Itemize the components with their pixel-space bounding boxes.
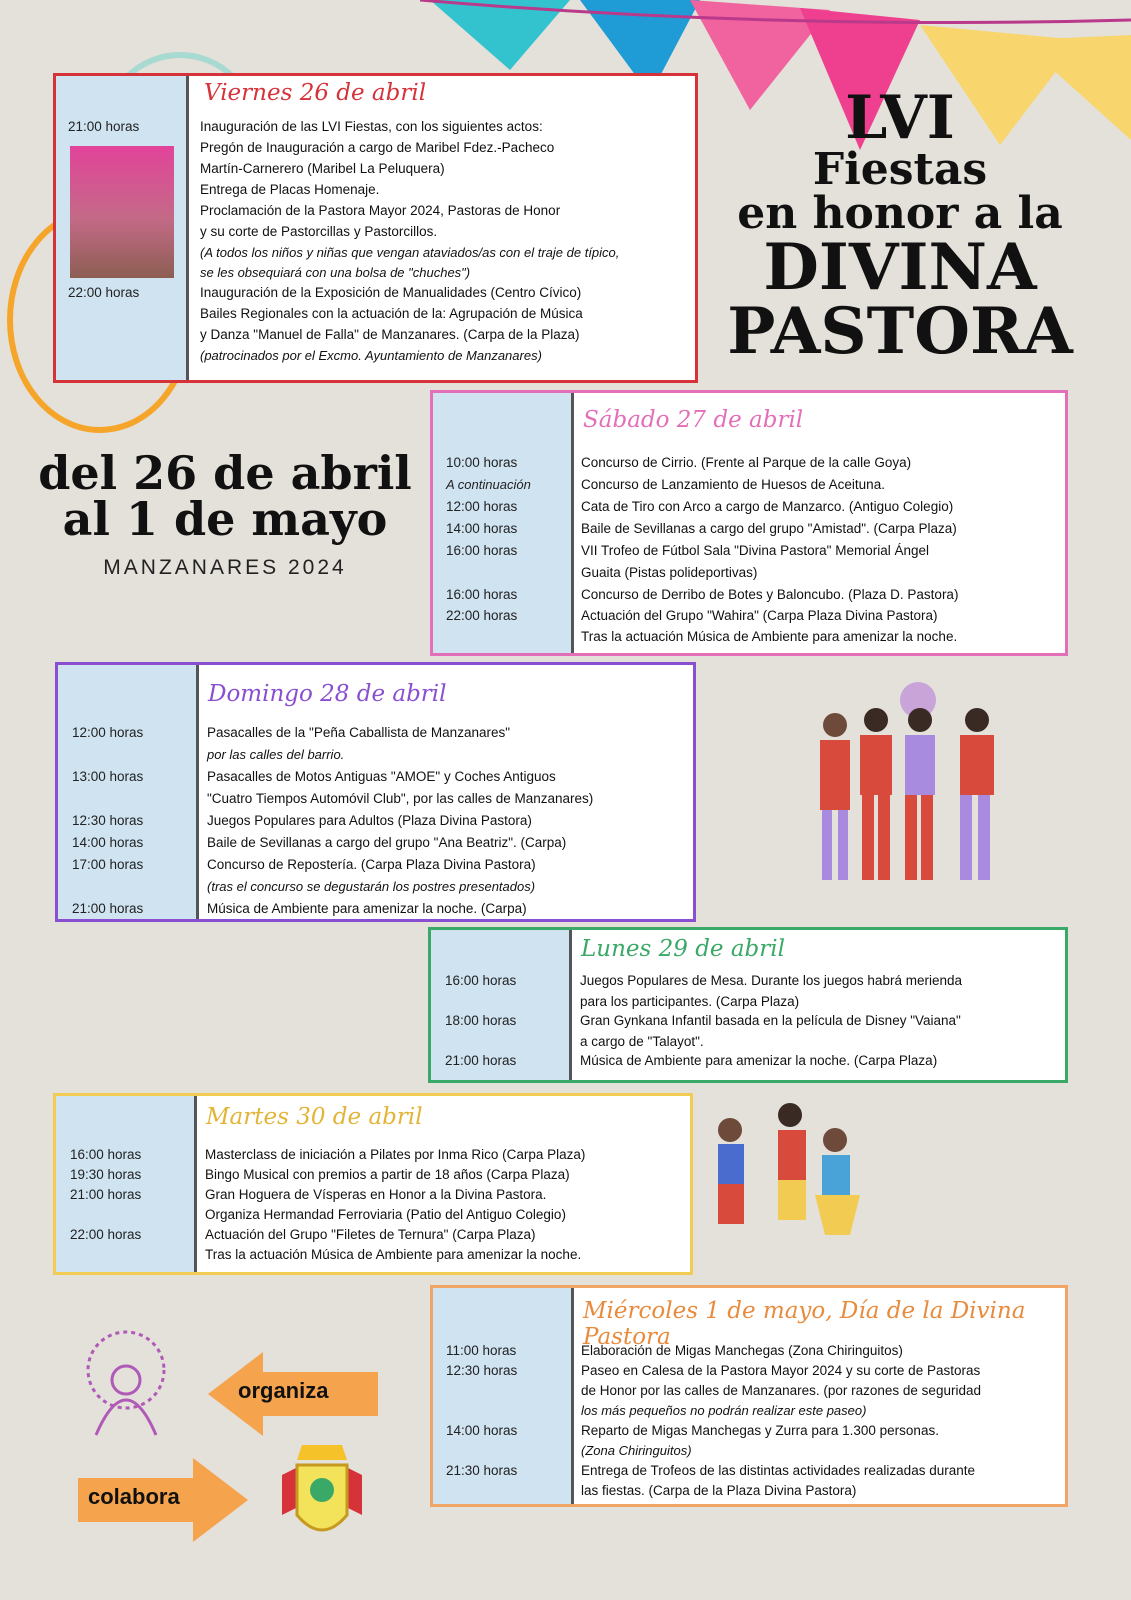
event-description: Actuación del Grupo "Filetes de Ternura" (Carpa Plaza) (205, 1227, 536, 1242)
title-divina: DIVINA (763, 230, 1037, 305)
day-heading: Sábado 27 de abril (583, 407, 804, 433)
event-description: Bailes Regionales con la actuación de la: Agrupación de Música (200, 306, 583, 321)
event-description: Pasacalles de la "Peña Caballista de Manzanares" (207, 725, 511, 740)
event-description: Proclamación de la Pastora Mayor 2024, Pastoras de Honor (200, 203, 561, 218)
event-description: (patrocinados por el Excmo. Ayuntamiento de Manzanares) (200, 348, 542, 363)
title-block (700, 83, 1100, 369)
event-description: Baile de Sevillanas a cargo del grupo "Amistad". (Carpa Plaza) (581, 521, 957, 536)
dates-block (30, 446, 420, 580)
event-description: Reparto de Migas Manchegas y Zurra para 1.300 personas. (581, 1423, 939, 1438)
event-time: 18:00 horas (445, 1013, 517, 1028)
event-description: Elaboración de Migas Manchegas (Zona Chiringuitos) (581, 1343, 903, 1358)
event-time: 21:00 horas (445, 1053, 517, 1068)
organiza-arrow (208, 1352, 378, 1436)
title-fiestas: Fiestas (812, 144, 988, 195)
event-time: 13:00 horas (72, 769, 144, 784)
event-description: Pregón de Inauguración a cargo de Maribel Fdez.-Pacheco (200, 140, 555, 155)
dates-line-1: del 26 de abril (38, 446, 412, 500)
event-time: 22:00 horas (70, 1227, 142, 1242)
event-time: 21:00 horas (70, 1187, 142, 1202)
place-label: MANZANARES 2024 (103, 556, 347, 579)
event-time: 22:00 horas (68, 285, 140, 300)
event-description: "Cuatro Tiempos Automóvil Club", por las calles de Manzanares) (207, 791, 594, 806)
event-description: (Zona Chiringuitos) (581, 1443, 692, 1458)
event-description: Entrega de Placas Homenaje. (200, 182, 380, 197)
dancers-illustration (800, 680, 1060, 910)
event-time: 11:00 horas (446, 1343, 517, 1358)
couple-dancing-illustration (700, 1100, 880, 1250)
event-description: por las calles del barrio. (207, 747, 345, 762)
event-time: 14:00 horas (446, 521, 518, 536)
event-description: Bingo Musical con premios a partir de 18 años (Carpa Plaza) (205, 1167, 570, 1182)
organiza-label: organiza (238, 1378, 329, 1403)
event-description: Concurso de Derribo de Botes y Baloncubo. (Plaza D. Pastora) (581, 587, 959, 602)
hermandad-logo (66, 1325, 186, 1445)
event-description: a cargo de "Talayot". (580, 1034, 704, 1049)
event-description: (tras el concurso se degustarán los postres presentados) (207, 879, 536, 894)
title-en-honor: en honor a la (737, 188, 1063, 239)
event-description: Juegos Populares para Adultos (Plaza Divina Pastora) (207, 813, 532, 828)
event-description: Inauguración de la Exposición de Manualidades (Centro Cívico) (200, 285, 582, 300)
event-description: Inauguración de las LVI Fiestas, con los siguientes actos: (200, 119, 543, 134)
day-heading: Viernes 26 de abril (204, 80, 427, 106)
event-description: para los participantes. (Carpa Plaza) (580, 994, 800, 1009)
event-time: 16:00 horas (446, 543, 518, 558)
event-description: Gran Hoguera de Vísperas en Honor a la Divina Pastora. (205, 1187, 547, 1202)
event-time: 17:00 horas (72, 857, 144, 872)
event-time: A continuación (446, 477, 531, 492)
event-description: Organiza Hermandad Ferroviaria (Patio del Antiguo Colegio) (205, 1207, 566, 1222)
event-description: Concurso de Lanzamiento de Huesos de Aceituna. (581, 477, 885, 492)
event-time: 21:00 horas (72, 901, 144, 916)
day-heading: Martes 30 de abril (206, 1104, 423, 1130)
event-time: 21:30 horas (446, 1463, 518, 1478)
event-description: VII Trofeo de Fútbol Sala "Divina Pastora" Memorial Ángel (581, 543, 930, 558)
event-time: 12:00 horas (446, 499, 518, 514)
event-time: 14:00 horas (446, 1423, 518, 1438)
event-time: 19:30 horas (70, 1167, 142, 1182)
event-description: Música de Ambiente para amenizar la noche. (Carpa) (207, 901, 527, 916)
event-description: de Honor por las calles de Manzanares. (por razones de seguridad (581, 1383, 981, 1398)
event-time: 16:00 horas (445, 973, 517, 988)
event-description: Martín-Carnerero (Maribel La Peluquera) (200, 161, 445, 176)
event-description: Baile de Sevillanas a cargo del grupo "Ana Beatriz". (Carpa) (207, 835, 567, 850)
event-description: se les obsequiará con una bolsa de "chuches") (200, 265, 471, 280)
dates-line-2: al 1 de mayo (62, 492, 388, 546)
event-description: Juegos Populares de Mesa. Durante los juegos habrá merienda (580, 973, 962, 988)
event-time: 10:00 horas (446, 455, 518, 470)
event-time: 12:30 horas (72, 813, 144, 828)
event-description: Guaita (Pistas polideportivas) (581, 565, 758, 580)
event-description: Pasacalles de Motos Antiguas "AMOE" y Coches Antiguos (207, 769, 556, 784)
day-heading: Lunes 29 de abril (581, 936, 785, 962)
event-description: Paseo en Calesa de la Pastora Mayor 2024 y su corte de Pastoras (581, 1363, 981, 1378)
day-heading: Domingo 28 de abril (208, 681, 447, 707)
event-description: Entrega de Trofeos de las distintas actividades realizadas durante (581, 1463, 975, 1478)
colabora-arrow (78, 1458, 248, 1542)
event-time: 22:00 horas (446, 608, 518, 623)
event-description: Tras la actuación Música de Ambiente para amenizar la noche. (581, 629, 958, 644)
event-description: y su corte de Pastorcillas y Pastorcillos. (200, 224, 438, 239)
coat-of-arms-icon (272, 1435, 372, 1555)
event-description: Música de Ambiente para amenizar la noche. (Carpa Plaza) (580, 1053, 938, 1068)
event-time: 16:00 horas (446, 587, 518, 602)
event-description: Gran Gynkana Infantil basada en la película de Disney "Vaiana" (580, 1013, 961, 1028)
event-description: y Danza "Manuel de Falla" de Manzanares. (Carpa de la Plaza) (200, 327, 580, 342)
event-description: Concurso de Cirrio. (Frente al Parque de la calle Goya) (581, 455, 912, 470)
title-lvi: LVI (845, 83, 955, 153)
event-time: 16:00 horas (70, 1147, 142, 1162)
title-pastora: PASTORA (727, 294, 1073, 369)
event-description: (A todos los niños y niñas que vengan ataviados/as con el traje de típico, (200, 245, 620, 260)
colabora-label: colabora (88, 1484, 180, 1509)
day-heading: Miércoles 1 de mayo, Día de la Divina Pastora (583, 1298, 1026, 1350)
event-description: Masterclass de iniciación a Pilates por Inma Rico (Carpa Plaza) (205, 1147, 586, 1162)
event-description: Actuación del Grupo "Wahira" (Carpa Plaza Divina Pastora) (581, 608, 938, 623)
event-description: Cata de Tiro con Arco a cargo de Manzarco. (Antiguo Colegio) (581, 499, 954, 514)
event-time: 21:00 horas (68, 119, 140, 134)
photo-portrait (70, 146, 174, 278)
event-time: 12:30 horas (446, 1363, 518, 1378)
event-time: 14:00 horas (72, 835, 144, 850)
event-description: Tras la actuación Música de Ambiente para amenizar la noche. (205, 1247, 582, 1262)
event-description: Concurso de Repostería. (Carpa Plaza Divina Pastora) (207, 857, 536, 872)
event-description: las fiestas. (Carpa de la Plaza Divina Pastora) (581, 1483, 857, 1498)
event-time: 12:00 horas (72, 725, 144, 740)
event-description: los más pequeños no podrán realizar este paseo) (581, 1403, 867, 1418)
